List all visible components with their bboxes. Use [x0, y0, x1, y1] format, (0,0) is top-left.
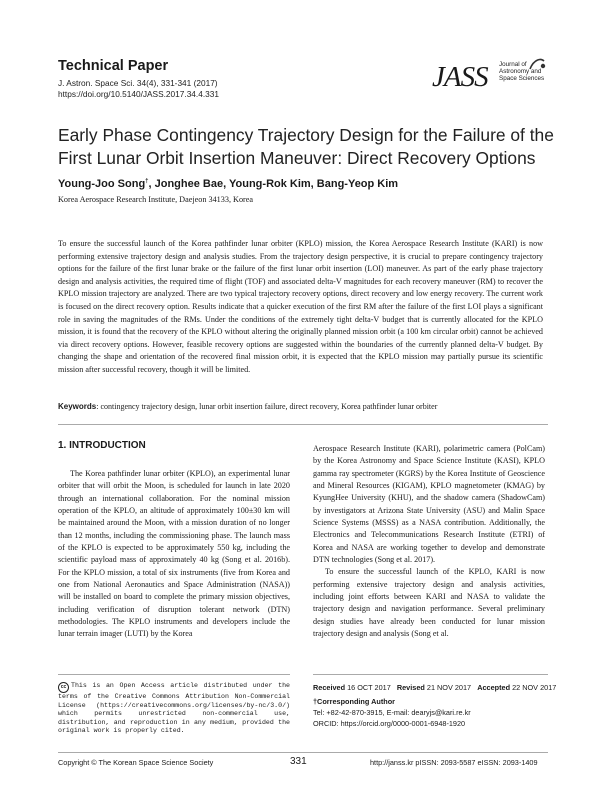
keywords — [58, 402, 548, 411]
paper-title: Early Phase Contingency Trajectory Design for the Failure of the First Lunar Orbit Insertion Maneuver: Direct Recovery Options — [58, 125, 554, 168]
license-notice — [58, 682, 290, 736]
doi-link[interactable]: https://doi.org/10.5140/JASS.2017.34.4.331 — [58, 89, 219, 99]
orbit-swoosh-icon — [528, 57, 546, 73]
author-rest: , Jonghee Bae, Young-Rok Kim, Bang-Yeop Kim — [148, 178, 399, 190]
logo-line: Astronomy and — [499, 68, 542, 76]
footer-issn[interactable]: http://janss.kr pISSN: 2093-5587 eISSN: 2093-1409 — [370, 758, 538, 767]
journal-citation: J. Astron. Space Sci. 34(4), 331-341 (2017) — [58, 78, 218, 88]
author-first: Young-Joo Song — [58, 178, 146, 190]
divider — [58, 424, 548, 425]
paragraph: Aerospace Research Institute (KARI), polarimetric camera (PolCam) by the Korea Astronomy and Space Science Institute (KASI), KPLO gamma ray spectrometer (KGRS) by the Korea Institute of Geoscience and Mineral Resources (KIGAM), KPLO magnetometer (KMAG) by KyungHee University (KHU), and the shadow camera (ShadowCam) by investigators at Arizona State University (ASU) and Malin Space Science Systems (MSSS) as a NASA contribution. Additionally, the Electronics and Telecommunications Research Institute (ETRI) of Korea and NASA are working together to develop and demonstrate DTN technologies (Song et al. 2017). — [313, 444, 545, 565]
jass-wordmark: JASS — [432, 61, 488, 93]
accepted-date: 22 NOV 2017 — [512, 683, 557, 692]
logo-line: Journal of — [499, 61, 527, 68]
corresponding-label: †Corresponding Author — [313, 697, 396, 706]
jass-logo — [432, 57, 552, 101]
keywords-label: Keywords — [58, 402, 97, 411]
article-dates — [313, 683, 556, 692]
received-date: 16 OCT 2017 — [347, 683, 391, 692]
corresponding-author — [313, 696, 471, 729]
revised-date: 21 NOV 2017 — [426, 683, 472, 692]
logo-line: Space Sciences — [499, 75, 545, 83]
affiliation: Korea Aerospace Research Institute, Daejeon 34133, Korea — [58, 195, 254, 204]
abstract: To ensure the successful launch of the Korea pathfinder lunar orbiter (KPLO) mission, the Korea Aerospace Research Institute (KARI) is now performing extensive trajectory design and analysis studies. From the trajectory design perspective, it is crucial to prepare contingency trajectory options for the failure of the first lunar brake or the failure of the first lunar orbit insertion (LOI) maneuver. As part of the early phase trajectory design and analysis activities, the required time of flight (TOF) and associated delta-V magnitudes for each recovery maneuver (RM) to recover the KPLO mission trajectory are analyzed. There are two typical trajectory recovery options, direct recovery and low energy recovery. The current work is focused on the direct recovery option. Results indicate that a quicker execution of the first RM after the failure of the first LOI plays a significant role in saving the magnitudes of the RMs. Under the conditions of the extremely tight delta-V budget that is currently allocated for the KPLO mission, it is found that the recovery of the KPLO without altering the originally planned mission orbit (a 100 km circular orbit) cannot be achieved via direct recovery options. However, feasible recovery options are suggested within the boundaries of the currently planned delta-V budget. By changing the shape and orientation of the recovered final mission orbit, it is expected that the KPLO mission may partially pursue its scientific mission after successful recovery, though it will be limited. — [58, 239, 543, 374]
paper-type: Technical Paper — [58, 58, 169, 74]
footer-copyright: Copyright © The Korean Space Science Society — [58, 758, 214, 767]
accepted-label: Accepted — [477, 683, 511, 692]
column-right — [313, 443, 545, 641]
author-list — [58, 178, 398, 190]
creative-commons-icon: cc — [58, 682, 69, 693]
received-label: Received — [313, 683, 346, 692]
revised-label: Revised — [396, 683, 425, 692]
divider — [313, 674, 548, 675]
divider — [58, 674, 290, 675]
page-number: 331 — [290, 756, 307, 767]
contact-info[interactable]: Tel: +82-42-870-3915, E-mail: dearyjs@kari.re.kr — [313, 708, 471, 717]
orcid-link[interactable]: ORCID: https://orcid.org/0000-0001-6948-1920 — [313, 719, 466, 728]
corresponding-mark: † — [145, 178, 149, 185]
paragraph: To ensure the successful launch of the KPLO, KARI is now performing extensive trajectory design and analysis activities, including joint efforts between KARI and NASA to validate the trajectory design and navigation performance. Several preliminary design studies have already been conducted for lunar mission trajectory design and analysis (Song et al. — [313, 567, 545, 639]
section-heading: 1. INTRODUCTION — [58, 440, 146, 451]
keywords-text: : contingency trajectory design, lunar orbit insertion failure, direct recovery, Korea pathfinder lunar orbiter — [96, 402, 438, 411]
license-text: This is an Open Access article distributed under the terms of the Creative Commons Attribution Non-Commercial License (https://creativecommons.org/licenses/by-nc/3.0/) which permits unrestricted non-commercial use, distribution, and reproduction in any medium, provided the original work is properly cited. — [58, 682, 290, 735]
column-left — [58, 468, 290, 641]
paragraph: The Korea pathfinder lunar orbiter (KPLO), an experimental lunar orbiter that will orbit the Moon, is scheduled for launch in late 2020 through an international collaboration. For the nominal mission operation of the KPLO, an altitude of approximately 100±30 km will be maintained around the Moon, with a mission duration of no longer than 12 months, including the commissioning phase. The launch mass of the KPLO is expected to be approximately 550 kg, including the scientific payload mass of approximately 40 kg (Song et al. 2016b). For the KPLO mission, a total of six instruments (five from Korea and one from National Aeronautics and Space Administration (NASA)) will be installed on board to complete the primary mission objectives, including verification of disruption tolerant network (DTN) methodologies. The KPLO instruments and developers include the lunar terrain imager (LUTI) by the Korea — [58, 469, 290, 639]
divider — [58, 752, 548, 753]
